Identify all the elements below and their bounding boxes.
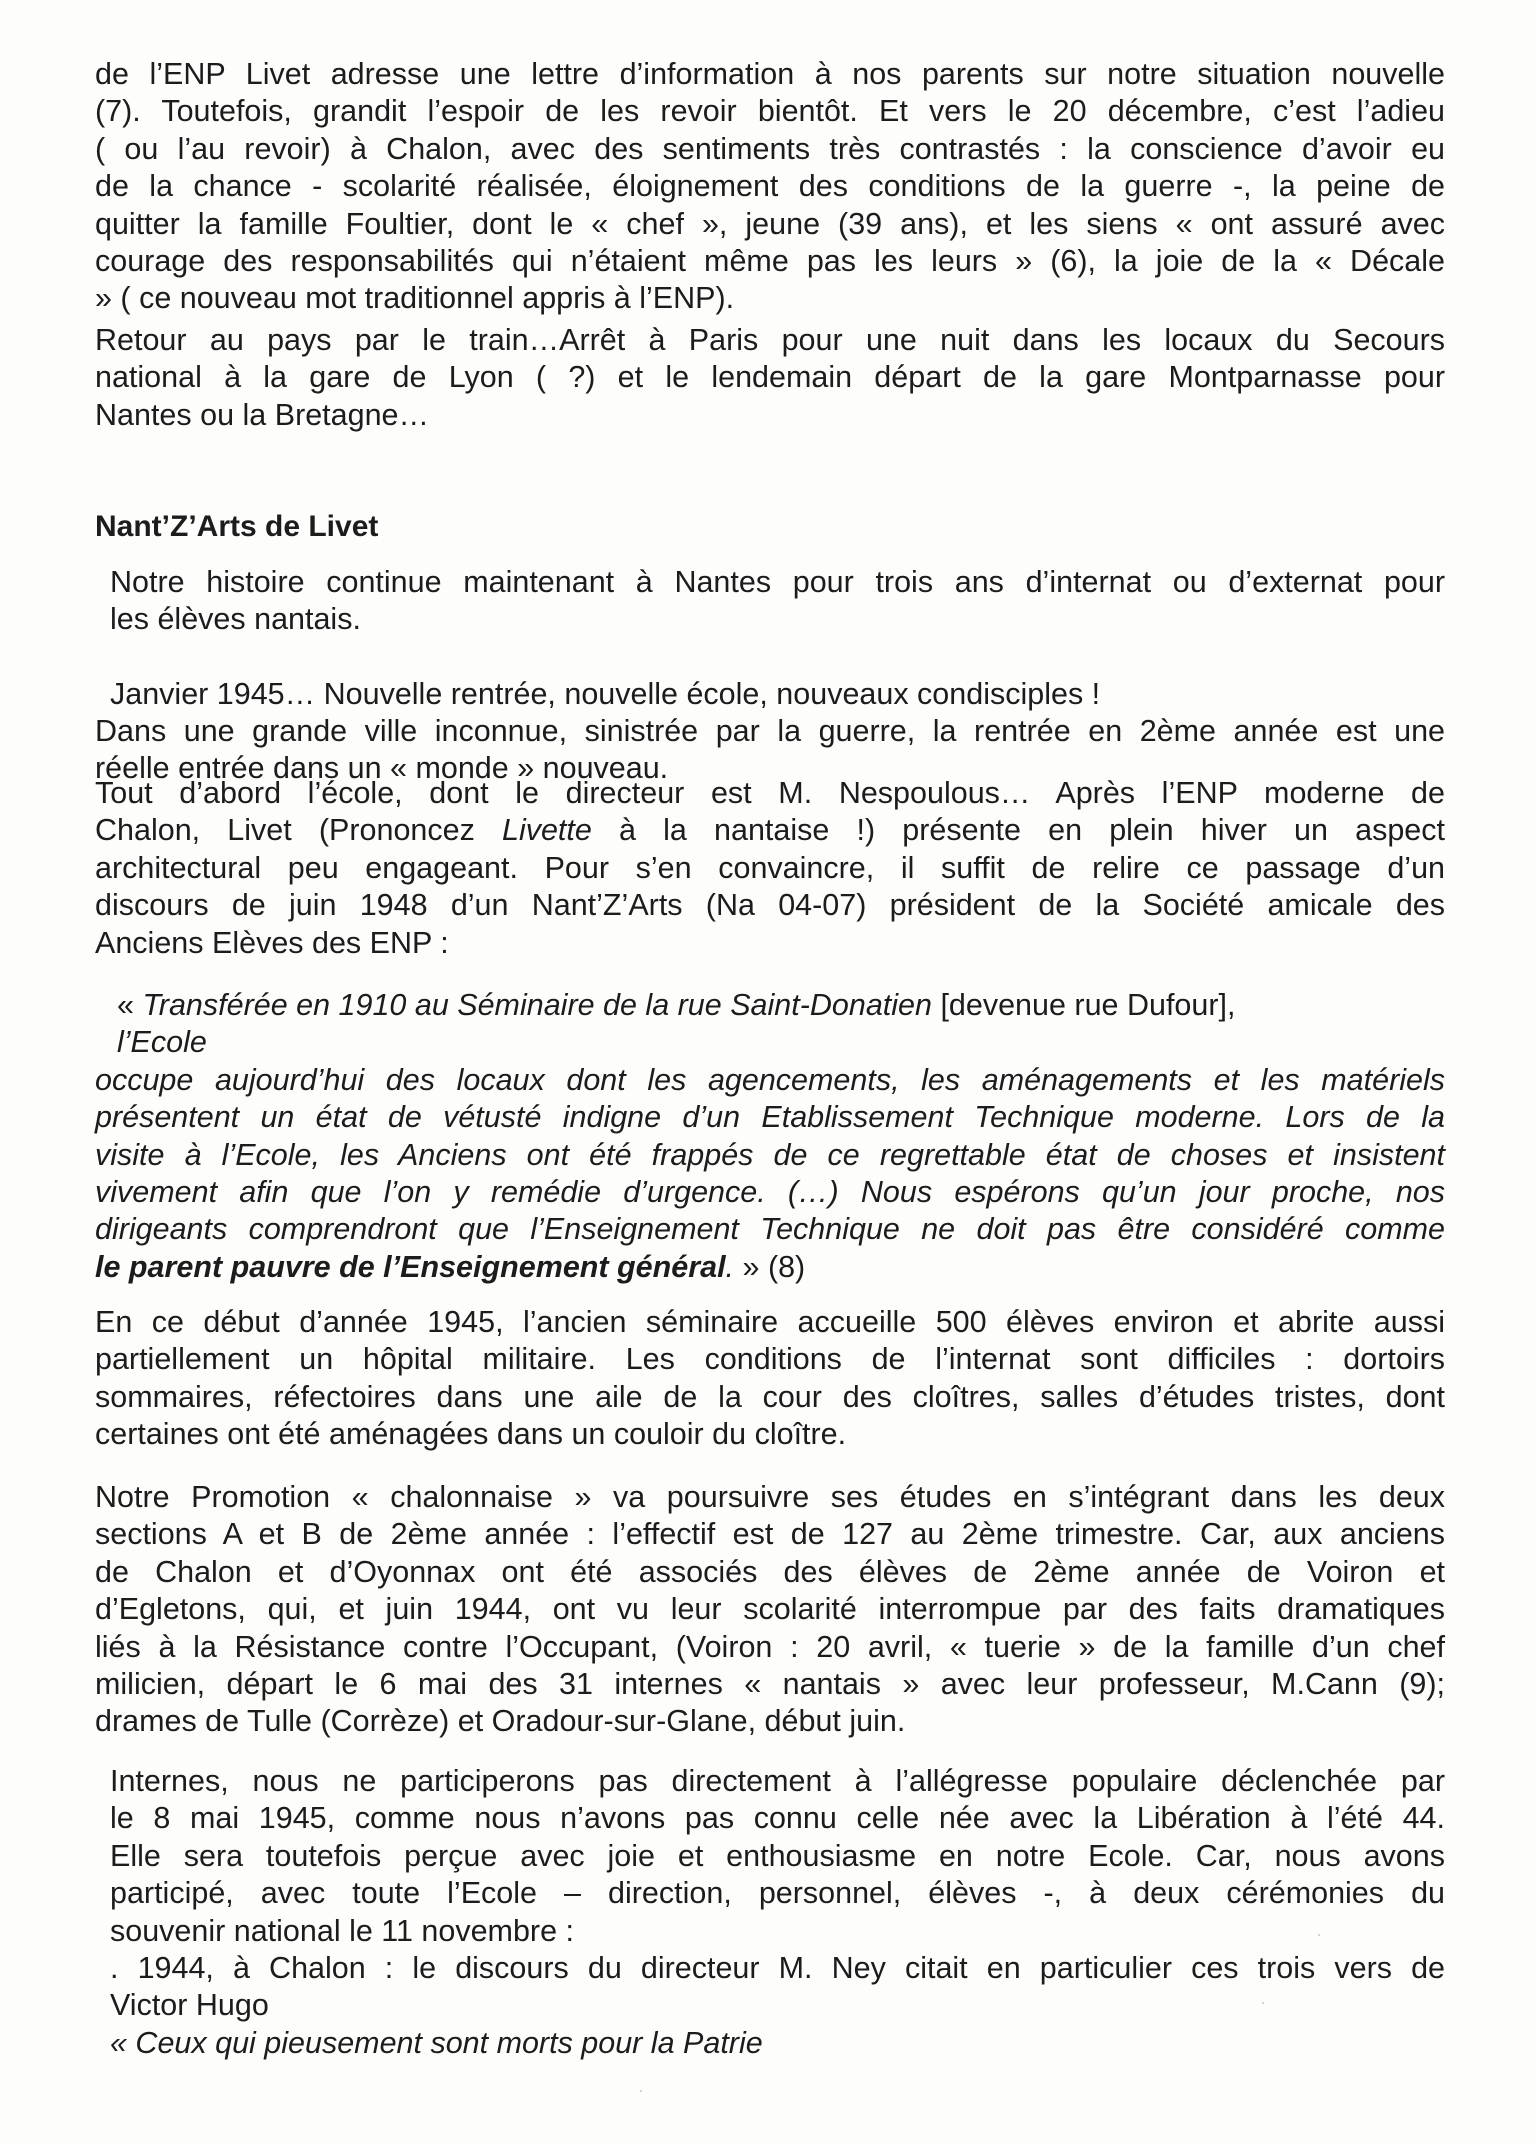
paragraph-school-description — [95, 775, 1445, 962]
text-line: Nantes ou la Bretagne… — [95, 397, 430, 432]
text-run: Chalon, Livet (Prononcez — [95, 813, 502, 848]
section-heading: Nant’Z’Arts de Livet — [95, 510, 379, 543]
text-line: certaines ont été aménagées dans un couloir du cloître. — [95, 1417, 847, 1452]
scan-speck — [1262, 2002, 1264, 2004]
paragraph-seminary — [95, 1304, 1445, 1454]
text-line: Janvier 1945… Nouvelle rentrée, nouvelle école, nouveaux condisciples ! — [110, 677, 1101, 711]
text-line: drames de Tulle (Corrèze) et Oradour-sur-Glane, début juin. — [95, 1704, 906, 1739]
text-line: de l’ENP Livet adresse une lettre d’information à nos parents sur notre situation nouvelle — [95, 57, 1445, 91]
text-line: ( ou l’au revoir) à Chalon, avec des sentiments très contrastés : la conscience d’avoir eu — [95, 131, 1445, 166]
text-line: discours de juin 1948 d’un Nant’Z’Arts (Na 04-07) président de la Société amicale des — [95, 888, 1445, 923]
text-line: . 1944, à Chalon : le discours du directeur M. Ney citait en particulier ces trois vers de — [110, 1951, 1445, 1986]
text-line: Victor Hugo — [110, 1988, 269, 2023]
text-line: liés à la Résistance contre l’Occupant, (Voiron : 20 avril, « tuerie » de la famille d’un chef — [95, 1629, 1445, 1664]
paragraph-return-chalon — [95, 56, 1445, 318]
text-line: Dans une grande ville inconnue, sinistrée par la guerre, la rentrée en 2ème année est une — [95, 714, 1445, 748]
text-line: Notre histoire continue maintenant à Nantes pour trois ans d’internat ou d’externat pour — [110, 565, 1445, 599]
quote-mark: « — [117, 988, 143, 1022]
scan-speck — [640, 2090, 642, 2092]
text-line: (7). Toutefois, grandit l’espoir de les revoir bientôt. Et vers le 20 décembre, c’est l’adieu — [95, 94, 1445, 129]
text-line: le 8 mai 1945, comme nous n’avons pas connu celle née avec la Libération à l’été 44. — [110, 1801, 1445, 1836]
text-line: « Ceux qui pieusement sont morts pour la Patrie — [110, 2025, 763, 2060]
paragraph-january-1945 — [110, 676, 1445, 713]
paragraph-train-journey — [95, 322, 1445, 434]
text-run: . — [725, 1249, 735, 1284]
text-line: sections A et B de 2ème année : l’effectif est de 127 au 2ème trimestre. Car, aux anciens — [95, 1517, 1445, 1552]
text-line: présentent un état de vétusté indigne d’un Etablissement Technique moderne. Lors de la — [95, 1100, 1445, 1135]
text-line: quitter la famille Foultier, dont le « chef », jeune (39 ans), et les siens « ont assuré avec — [95, 206, 1445, 241]
italic-run: Transférée en 1910 au Séminaire de la rue Saint-Donatien — [142, 988, 932, 1022]
text-line: les élèves nantais. — [110, 602, 361, 637]
text-line: de la chance - scolarité réalisée, éloignement des conditions de la guerre -, la peine de — [95, 169, 1445, 204]
text-line: » ( ce nouveau mot traditionnel appris à l’ENP). — [95, 281, 735, 316]
text-line — [95, 987, 1445, 1024]
italic-word: Livette — [501, 813, 592, 848]
text-line: Tout d’abord l’école, dont le directeur est M. Nespoulous… Après l’ENP moderne de — [95, 776, 1445, 810]
text-line: architectural peu engageant. Pour s’en convaincre, il suffit de relire ce passage d’un — [95, 850, 1445, 885]
text-line: national à la gare de Lyon ( ?) et le lendemain départ de la gare Montparnasse pour — [95, 360, 1445, 395]
scan-speck — [1318, 1934, 1320, 1936]
text-line — [95, 812, 1445, 849]
text-line: souvenir national le 11 novembre : — [110, 1913, 574, 1948]
text-line: participé, avec toute l’Ecole – direction, personnel, élèves -, à deux cérémonies du — [110, 1876, 1445, 1911]
text-line: dirigeants comprendront que l’Enseignement Technique ne doit pas être considéré comme — [95, 1212, 1445, 1247]
text-line: occupe aujourd’hui des locaux dont les agencements, les aménagements et les matériels — [95, 1062, 1445, 1097]
bold-italic-run: le parent pauvre de l’Enseignement général — [95, 1249, 726, 1284]
text-line: visite à l’Ecole, les Anciens ont été frappés de ce regrettable état de choses et insistent — [95, 1137, 1445, 1172]
text-line: courage des responsabilités qui n’étaient même pas les leurs » (6), la joie de la « Décale — [95, 244, 1445, 279]
text-line: vivement afin que l’on y remédie d’urgence. (…) Nous espérons qu’un jour proche, nos — [95, 1175, 1445, 1210]
text-line: réelle entrée dans un « monde » nouveau. — [95, 751, 669, 786]
text-run: » (8) — [734, 1249, 806, 1284]
paragraph-promotion — [95, 1479, 1445, 1741]
text-line — [95, 1249, 1445, 1286]
paragraph-may-1945 — [110, 1763, 1445, 2062]
block-quotation — [95, 987, 1445, 1286]
text-run: à la nantaise !) présente en plein hiver un aspect — [591, 813, 1445, 848]
text-line: En ce début d’année 1945, l’ancien séminaire accueille 500 élèves environ et abrite aussi — [95, 1305, 1445, 1339]
text-line: Retour au pays par le train…Arrêt à Paris pour une nuit dans les locaux du Secours — [95, 323, 1445, 357]
text-line: l’Ecole — [117, 1025, 207, 1060]
text-line: sommaires, réfectoires dans une aile de la cour des cloîtres, salles d’études tristes, dont — [95, 1379, 1445, 1414]
text-line: d’Egletons, qui, et juin 1944, ont vu leur scolarité interrompue par des faits dramatiques — [95, 1592, 1445, 1627]
text-run: [devenue rue Dufour], — [931, 988, 1236, 1022]
text-line: milicien, départ le 6 mai des 31 internes « nantais » avec leur professeur, M.Cann (9); — [95, 1667, 1445, 1702]
paragraph-nantes-intro — [110, 564, 1445, 639]
text-line: Notre Promotion « chalonnaise » va poursuivre ses études en s’intégrant dans les deux — [95, 1480, 1445, 1514]
text-line: de Chalon et d’Oyonnax ont été associés des élèves de 2ème année de Voiron et — [95, 1554, 1445, 1589]
text-line: Elle sera toutefois perçue avec joie et enthousiasme en notre Ecole. Car, nous avons — [110, 1838, 1445, 1873]
text-line: Anciens Elèves des ENP : — [95, 925, 449, 960]
text-line: partiellement un hôpital militaire. Les conditions de l’internat sont difficiles : dortoirs — [95, 1342, 1445, 1377]
text-line: Internes, nous ne participerons pas directement à l’allégresse populaire déclenchée par — [110, 1764, 1445, 1798]
